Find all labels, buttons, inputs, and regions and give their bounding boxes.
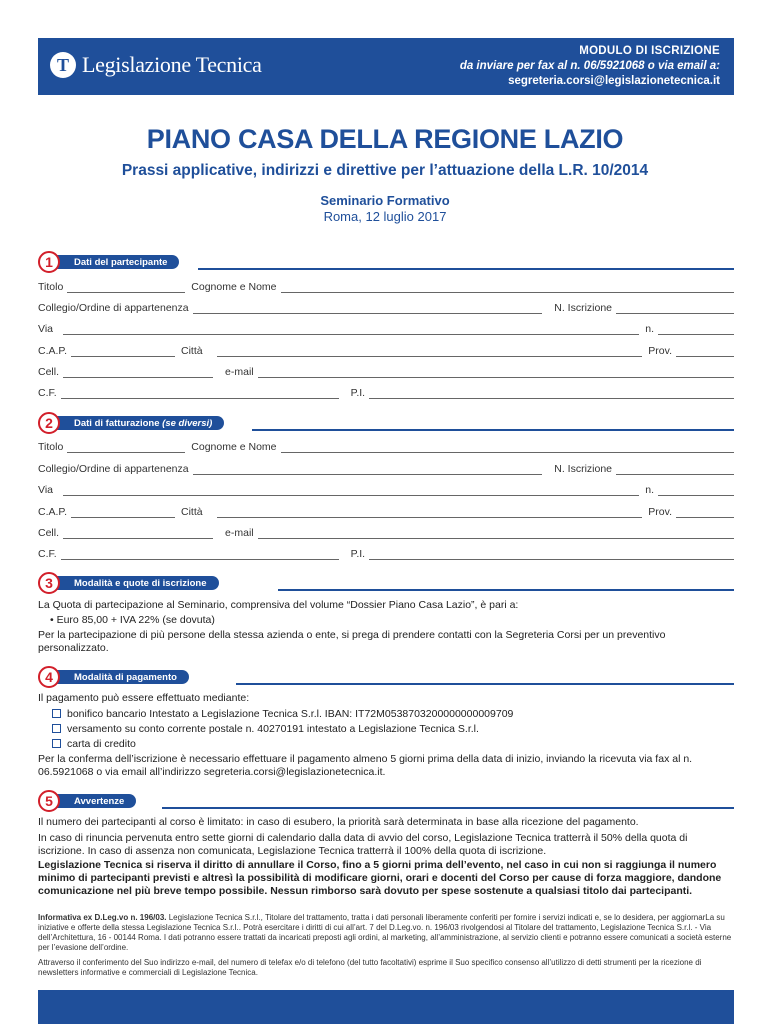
section-payment xyxy=(38,666,734,688)
fee-intro: La Quota di partecipazione al Seminario, comprensiva del volume “Dossier Piano Casa Lazio”, è pari a: xyxy=(38,599,519,611)
row-titolo xyxy=(38,279,734,293)
payment-intro: Il pagamento può essere effettuato mediante: xyxy=(38,692,250,704)
cognome-label: Cognome e Nome xyxy=(191,441,277,453)
section-number: 2 xyxy=(38,412,60,434)
via-label: Via xyxy=(38,484,53,496)
checkbox[interactable] xyxy=(52,724,61,733)
row-via-2 xyxy=(38,482,734,496)
citta-field[interactable] xyxy=(217,348,643,357)
fax-instruction: da inviare per fax al n. 06/5921068 o via email a: xyxy=(459,60,720,72)
cap-field[interactable] xyxy=(71,348,175,357)
cognome-field[interactable] xyxy=(281,284,734,293)
cognome-field[interactable] xyxy=(281,444,734,453)
fee-price: • Euro 85,00 + IVA 22% (se dovuta) xyxy=(50,614,215,626)
pi-field[interactable] xyxy=(369,390,734,399)
row-titolo-2 xyxy=(38,439,734,453)
email-field[interactable] xyxy=(258,369,734,378)
via-field[interactable] xyxy=(63,487,639,496)
iscrizione-label: N. Iscrizione xyxy=(554,463,612,475)
titolo-field[interactable] xyxy=(67,444,185,453)
row-cf xyxy=(38,385,734,399)
n-label: n. xyxy=(645,484,654,496)
iscrizione-field[interactable] xyxy=(616,305,734,314)
section-divider xyxy=(278,589,734,591)
pi-field[interactable] xyxy=(369,551,734,560)
titolo-label: Titolo xyxy=(38,441,64,453)
section-divider xyxy=(162,807,734,809)
row-via xyxy=(38,321,734,335)
cognome-label: Cognome e Nome xyxy=(191,281,277,293)
section-warnings xyxy=(38,790,734,812)
header-info xyxy=(460,44,720,89)
section-divider xyxy=(236,683,734,685)
footer-bar xyxy=(38,990,734,1024)
cf-label: C.F. xyxy=(38,387,57,399)
via-field[interactable] xyxy=(63,326,639,335)
warning-refund: In caso di rinuncia pervenuta entro sette giorni di calendario dalla data di avvio del corso, Legislazione Tecnica tratterrà il 50% della quota di iscrizione. In caso di assenza non comunicata, Legislazione Tecnica tratterrà il 100% della quota di iscrizione. xyxy=(38,832,688,857)
cap-label: C.A.P. xyxy=(38,506,67,518)
email-label: e-mail xyxy=(225,366,254,378)
section-fees xyxy=(38,572,734,594)
checkbox[interactable] xyxy=(52,709,61,718)
payment-note: Per la conferma dell’iscrizione è necessario effettuare il pagamento almeno 5 giorni prima della data di inizio, inviando la ricevuta via fax al n. 06.5921068 o via email all’indirizzo segreteria.corsi@legislazionetecnica.it. xyxy=(38,753,693,778)
header-banner xyxy=(38,38,734,95)
logo-text: Legislazione Tecnica xyxy=(82,52,262,77)
page-subtitle: Prassi applicative, indirizzi e direttive per l’attuazione della L.R. 10/2014 xyxy=(121,162,649,179)
collegio-label: Collegio/Ordine di appartenenza xyxy=(38,463,189,475)
pi-label: P.I. xyxy=(350,548,366,560)
consent-notice: Attraverso il conferimento del Suo indirizzo e-mail, del numero di telefax e/o di telefono (del tutto facoltativi) esprime il Suo specifico consenso all’utilizzo di detti strumenti per la ricezione di newsletters informative e commerciali di Legislazione Tecnica. xyxy=(38,958,702,977)
cap-label: C.A.P. xyxy=(38,345,67,357)
logo xyxy=(50,52,262,78)
email-address[interactable]: segreteria.corsi@legislazionetecnica.it xyxy=(508,75,720,87)
cf-field[interactable] xyxy=(61,551,339,560)
citta-label: Città xyxy=(181,506,203,518)
row-cf-2 xyxy=(38,546,734,560)
collegio-label: Collegio/Ordine di appartenenza xyxy=(38,302,189,314)
titolo-label: Titolo xyxy=(38,281,64,293)
collegio-field[interactable] xyxy=(193,466,543,475)
privacy-notice: Informativa ex D.Leg.vo n. 196/03. Legislazione Tecnica S.r.l., Titolare del trattamento, tratta i dati personali liberamente conferiti per fornire i servizi indicati e, se lo desidera, per aggiornarLa su iniziative e offerte della stessa Legislazione Tecnica S.r.l.. Potrà esercitare i diritti di cui all’art. 7 del D.Leg.vo. n. 196/03 rivolgendosi al Titolare del trattamento, Legislazione Tecnica S.r.l. - Via dell’Architettura, 16 - 00144 Roma. I dati potranno essere trattati da incaricati preposti agli ordini, al marketing, all’amministrazione, al servizio clienti e potranno essere comunicati a società esterne per l’evasione dell’ordine. xyxy=(38,913,732,952)
cell-label: Cell. xyxy=(38,366,60,378)
cf-label: C.F. xyxy=(38,548,57,560)
n-label: n. xyxy=(645,323,654,335)
form-title: MODULO DI ISCRIZIONE xyxy=(579,45,720,57)
warning-cancellation: Legislazione Tecnica si riserva il diritto di annullare il Corso, fino a 5 giorni prima dell’evento, nel caso in cui non si raggiunga il numero minimo di partecipanti previsti e altresì la possibilità di modificare giorni, orari e docenti del Corso per cause di forza maggiore, dandone comunicazione nel più breve tempo possibile. Nessun rimborso sarà dovuto per spese sostenute a qualsiasi titolo dai partecipanti. xyxy=(38,859,722,897)
section-number: 1 xyxy=(38,251,60,273)
seminar-label: Seminario Formativo xyxy=(320,193,450,208)
section-label: Modalità di pagamento xyxy=(52,670,189,684)
row-cap xyxy=(38,343,734,357)
row-cell xyxy=(38,364,734,378)
citta-label: Città xyxy=(181,345,203,357)
cell-field[interactable] xyxy=(63,369,213,378)
logo-icon: T xyxy=(50,52,76,78)
cell-label: Cell. xyxy=(38,527,60,539)
section-label: Modalità e quote di iscrizione xyxy=(52,576,219,590)
section-number: 4 xyxy=(38,666,60,688)
warning-limit: Il numero dei partecipanti al corso è limitato: in caso di esubero, la priorità sarà determinata in base alla ricezione del pagamento. xyxy=(38,816,639,828)
email-label: e-mail xyxy=(225,527,254,539)
section-number: 3 xyxy=(38,572,60,594)
n-field[interactable] xyxy=(658,487,734,496)
section-label: Dati di fatturazione (se diversi) xyxy=(52,416,224,430)
section-divider xyxy=(252,429,734,431)
pi-label: P.I. xyxy=(350,387,366,399)
fee-note: Per la partecipazione di più persone della stessa azienda o ente, si prega di prendere contatti con la Segreteria Corsi per un preventivo personalizzato. xyxy=(38,629,666,654)
n-field[interactable] xyxy=(658,326,734,335)
via-label: Via xyxy=(38,323,53,335)
section-number: 5 xyxy=(38,790,60,812)
payment-option-bank[interactable]: bonifico bancario Intestato a Legislazione Tecnica S.r.l. IBAN: IT72M0538703200000000009709 xyxy=(38,708,734,721)
section-label: Avvertenze xyxy=(52,794,136,808)
collegio-field[interactable] xyxy=(193,305,543,314)
section-billing xyxy=(38,412,734,434)
cell-field[interactable] xyxy=(63,530,213,539)
payment-option-card[interactable]: carta di credito xyxy=(38,738,734,751)
payment-option-postal[interactable]: versamento su conto corrente postale n. 40270191 intestato a Legislazione Tecnica S.r.l. xyxy=(38,723,734,736)
section-label: Dati del partecipante xyxy=(52,255,179,269)
row-cell-2 xyxy=(38,525,734,539)
row-cap-2 xyxy=(38,504,734,518)
seminar-date: Roma, 12 luglio 2017 xyxy=(323,209,447,224)
prov-field[interactable] xyxy=(676,509,734,518)
prov-label: Prov. xyxy=(648,506,672,518)
page-title: PIANO CASA DELLA REGIONE LAZIO xyxy=(146,124,624,154)
prov-label: Prov. xyxy=(648,345,672,357)
checkbox[interactable] xyxy=(52,739,61,748)
row-collegio xyxy=(38,300,734,314)
citta-field[interactable] xyxy=(217,509,643,518)
section-divider xyxy=(198,268,734,270)
prov-field[interactable] xyxy=(676,348,734,357)
titolo-field[interactable] xyxy=(67,284,185,293)
iscrizione-field[interactable] xyxy=(616,466,734,475)
section-participant xyxy=(38,251,734,273)
cf-field[interactable] xyxy=(61,390,339,399)
email-field[interactable] xyxy=(258,530,734,539)
iscrizione-label: N. Iscrizione xyxy=(554,302,612,314)
cap-field[interactable] xyxy=(71,509,175,518)
row-collegio-2 xyxy=(38,461,734,475)
